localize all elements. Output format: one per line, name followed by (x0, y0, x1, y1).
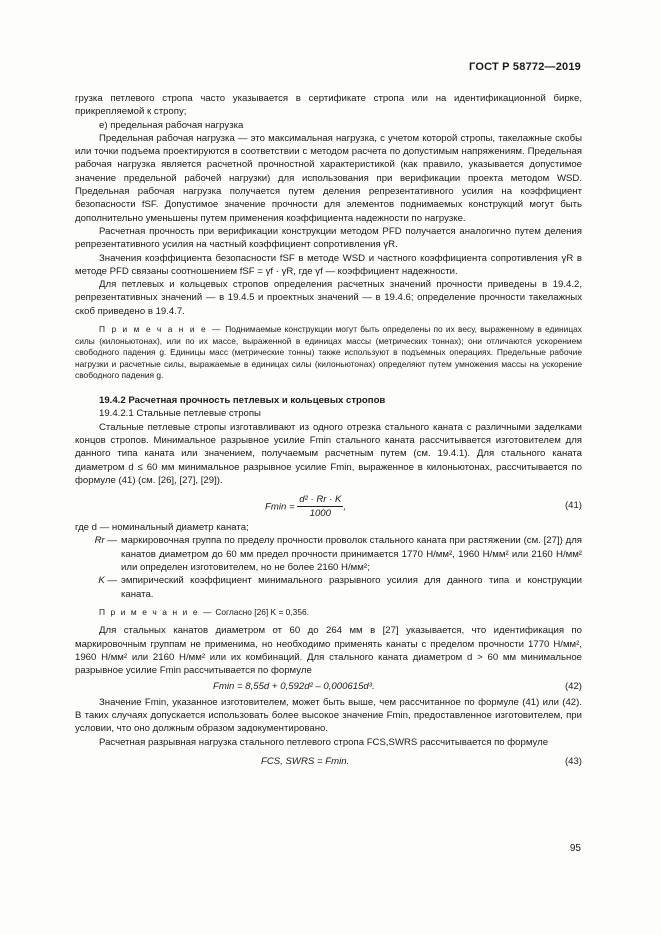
definition-text: маркировочная группа по пределу прочности проволок стального каната при растяжении (см. [27]) для канатов диаметром до 60 мм предел прочности принимается 1770 Н/мм², 1960 Н/мм² или 2160 Н/мм² или определен изготовителем, но не более 2160 Н/мм²; (121, 535, 582, 573)
formula-43 (75, 753, 582, 773)
equation-number: (42) (564, 680, 582, 692)
definition-term: K — (98, 575, 117, 587)
paragraph: Значения коэффициента безопасности fSF в методе WSD и частного коэффициента сопротивления γR в методе PFD связаны соотношением fSF = γf · γR, где γf — коэффициент надежности. (75, 252, 582, 277)
note-text: Поднимаемые конструкции могут быть определены по их весу, выраженному в единицах силы (килоньютонах), или по их массе, выраженной в единицах массы (метрических тоннах); они отличаются ускорением свободного падения g. Единицы масс (метрические тонны) также используют в подъемных операциях. Предельные рабочие нагрузки и расчетные силы, выражаемые в единицах силы (килоньютонах) определяют путем умножения массы на ускорение свободного падения g. (75, 324, 582, 381)
list-item: е) предельная рабочая нагрузка (99, 119, 244, 131)
note-label: П р и м е ч а н и е — (99, 324, 223, 335)
document-header: ГОСТ Р 58772—2019 (469, 61, 581, 73)
note (75, 324, 582, 382)
definition-item (75, 574, 582, 601)
definition-text: эмпирический коэффициент минимального разрывного усилия для данного типа и конструкции каната. (121, 575, 582, 600)
definition-item (75, 534, 582, 574)
formula-text: Fmin = 8,55d + 0,592d² – 0,000615d³. (213, 680, 375, 692)
formula-fraction (297, 493, 343, 521)
definition-term: Rr — (94, 535, 117, 547)
subsection-heading: 19.4.2.1 Стальные петлевые стропы (99, 408, 261, 420)
page-number: 95 (569, 843, 581, 854)
note (75, 607, 582, 619)
paragraph: Стальные петлевые стропы изготавливают из одного отрезка стального каната с различными заделками концов стропов. Минимальное разрывное усилие Fmin стального каната рассчитывается изготовителем для данного типа каната или значением, получаемым расчетным путем (см. 19.4.1). Для стального каната диаметром d ≤ 60 мм минимальное разрывное усилие Fmin, выраженное в килоньютонах, рассчитывается по формуле (41) (см. [26], [27], [29]). (75, 421, 582, 486)
paragraph: Для стальных канатов диаметром от 60 до 264 мм в [27] указывается, что идентификация по маркировочным группам не применима, но необходимо применять канаты с пределом прочности 1770 Н/мм², 1960 Н/мм² или 2160 Н/мм² или их комбинаций. Для стального каната диаметром d > 60 мм минимальное разрывное усилие Fmin рассчитывается по формуле (75, 625, 582, 677)
note-text: Согласно [26] K = 0,356. (215, 606, 309, 617)
definition-list (75, 534, 582, 600)
paragraph: Значение Fmin, указанное изготовителем, может быть выше, чем рассчитанное по формуле (41) или (42). В таких случаях допускается использовать более высокое значение Fmin, предоставленное изготовителем, при условии, что оно должным образом задокументировано. (75, 696, 582, 735)
paragraph: грузка петлевого стропа часто указывается в сертификате стропа или на идентификационной бирке, прикрепляемой к стропу; (75, 93, 582, 118)
paragraph: Для петлевых и кольцевых стропов определения расчетных значений прочности приведены в 19.4.2, репрезентативных значений — в 19.4.5 и проектных значений — в 19.4.6; определение прочности такелажных скоб приведено в 19.4.7. (75, 279, 582, 317)
formula-tail: , (343, 501, 347, 513)
formula-42 (75, 678, 582, 696)
paragraph: Предельная рабочая нагрузка — это максимальная нагрузка, с учетом которой стропы, такелажные скобы или точки подъема проектируются в соответствии с методом расчета по допустимым напряжениям. Предельная рабочая нагрузка является расчетной прочностной характеристикой (как правило, указывается допустимое значение предельной рабочей нагрузки) для использования при верификации проекта методом WSD. Предельная рабочая нагрузка получается путем деления репрезентативного усилия на коэффициент безопасности fSF. Допустимое значение прочности для элементов поднимаемых конструкций могут быть дополнительно уменьшены путем применения коэффициента надежности по нагрузке. (75, 132, 582, 224)
section-heading: 19.4.2 Расчетная прочность петлевых и кольцевых стропов (99, 395, 386, 407)
equation-number: (41) (564, 500, 582, 512)
document-body (75, 92, 582, 773)
where-line: где d — номинальный диаметр каната; (75, 522, 249, 534)
formula-denominator: 1000 (309, 508, 331, 520)
paragraph: Расчетная разрывная нагрузка стального петлевого стропа FCS,SWRS рассчитывается по формуле (99, 736, 549, 748)
formula-lhs: Fmin = (265, 501, 295, 513)
equation-number: (43) (564, 755, 582, 767)
formula-41 (75, 491, 582, 521)
note-label: П р и м е ч а н и е — (99, 606, 213, 617)
formula-text: FCS, SWRS = Fmin. (261, 755, 350, 767)
paragraph: Расчетная прочность при верификации конструкции методом PFD получается аналогично путем деления репрезентативного усилия на частный коэффициент сопротивления γR. (75, 225, 582, 251)
formula-numerator: d² · Rr · K (297, 493, 343, 507)
